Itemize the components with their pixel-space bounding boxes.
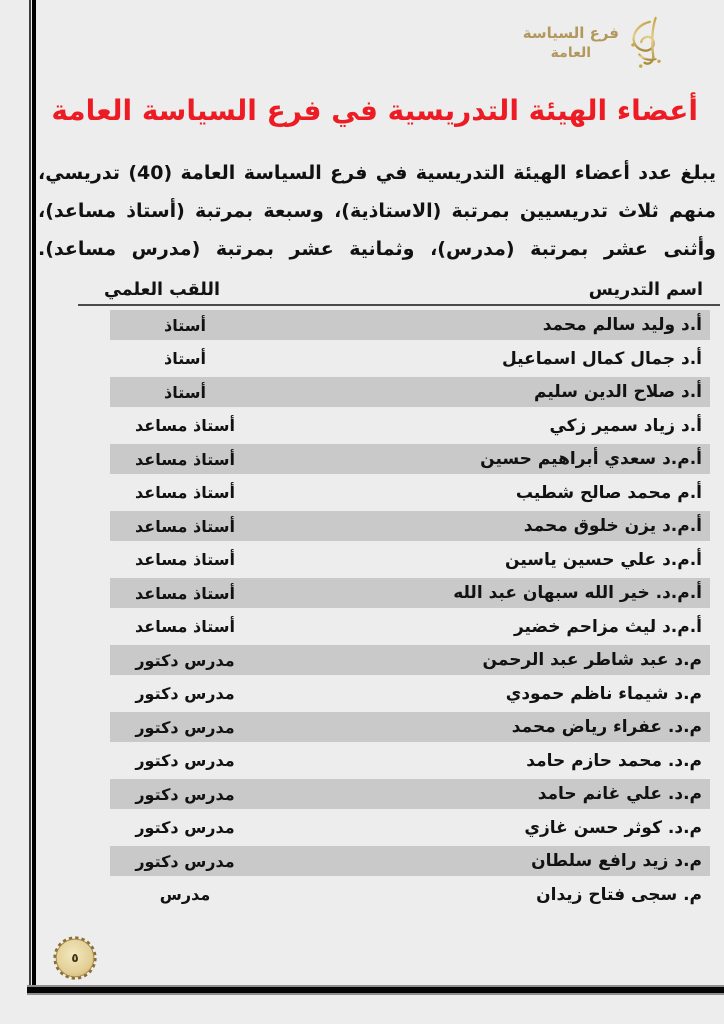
row-name: أ.م.د. خير الله سبهان عبد الله [453,583,702,603]
row-rank: مدرس دكتور [135,784,235,804]
row-rank: أستاذ [164,315,206,335]
table-row [110,846,710,876]
table-row [110,578,710,608]
row-name: م.د. علي غانم حامد [537,784,702,804]
table-header-row [78,280,720,304]
table-row [110,712,710,742]
row-rank: مدرس دكتور [135,650,235,670]
gold-calligraphy-icon [620,16,672,70]
table-body [110,310,710,910]
row-rank: مدرس دكتور [135,818,235,837]
row-rank: مدرس دكتور [135,684,235,703]
row-rank: أستاذ [164,382,206,402]
row-name: أ.م محمد صالح شطيب [515,482,702,503]
table-row [110,411,710,441]
table-row [110,813,710,843]
row-name: أ.د وليد سالم محمد [542,315,702,335]
intro-paragraph: يبلغ عدد أعضاء الهيئة التدريسية في فرع السياسة العامة (40) تدريسي، منهم ثلاث تدريسيين بمرتبة (الاستاذية)، وسبعة بمرتبة (أستاذ مساعد)، وأثنى عشر بمرتبة (مدرس)، وثمانية عشر بمرتبة (مدرس مساعد). [38,162,716,260]
table-row [110,880,710,910]
page-number-badge [52,935,98,981]
table-row [110,377,710,407]
logo-text [523,24,619,62]
row-rank: مدرس دكتور [135,851,235,871]
row-rank: مدرس [159,885,211,904]
row-name: م.د زيد رافع سلطان [531,851,702,871]
page-border-bottom-thin-bottom [27,993,724,995]
row-rank: أستاذ مساعد [135,583,235,603]
row-name: أ.د جمال كمال اسماعيل [501,348,702,369]
table-row [110,310,710,340]
row-name: أ.م.د علي حسين ياسين [505,549,702,570]
page-border-left-thin [29,0,31,990]
table-row [110,612,710,642]
table-row [110,746,710,776]
row-name: أ.د صلاح الدين سليم [534,382,702,402]
column-header-name: اسم التدريس [588,280,703,300]
row-name: م.د. محمد حازم حامد [526,750,702,771]
row-rank: أستاذ [164,349,206,368]
logo-line1: فرع السياسة [522,24,619,43]
logo-line2: العامة [550,44,592,61]
table-row [110,679,710,709]
page-title: أعضاء الهيئة التدريسية في فرع السياسة العامة [51,94,698,127]
row-name: م.د. عفراء رياض محمد [511,717,702,737]
table-row [110,444,710,474]
row-rank: أستاذ مساعد [135,483,235,502]
row-rank: مدرس دكتور [135,717,235,737]
department-logo [523,16,672,70]
table-row [110,344,710,374]
staff-table [78,280,720,910]
row-rank: مدرس دكتور [135,751,235,770]
table-row [110,511,710,541]
row-name: م.د شيماء ناظم حمودي [505,683,702,704]
table-header-rule [78,304,720,306]
table-row [110,645,710,675]
page-number: ٥ [71,951,79,966]
row-name: أ.م.د يزن خلوق محمد [523,516,702,536]
page-border-left-thick [32,0,36,990]
row-name: أ.د زياد سمير زكي [549,415,702,436]
row-rank: أستاذ مساعد [135,416,235,435]
row-rank: أستاذ مساعد [135,449,235,469]
row-name: م. سجى فتاح زيدان [536,884,702,905]
row-name: م.د. كوثر حسن غازي [524,817,702,838]
row-name: أ.م.د سعدي أبراهيم حسين [480,449,702,469]
row-rank: أستاذ مساعد [135,617,235,636]
row-name: أ.م.د ليث مزاحم خضير [513,616,702,637]
row-rank: أستاذ مساعد [135,516,235,536]
column-header-rank: اللقب العلمي [104,280,220,300]
table-row [110,545,710,575]
row-rank: أستاذ مساعد [135,550,235,569]
row-name: م.د عبد شاطر عبد الرحمن [482,650,702,670]
table-row [110,478,710,508]
table-row [110,779,710,809]
